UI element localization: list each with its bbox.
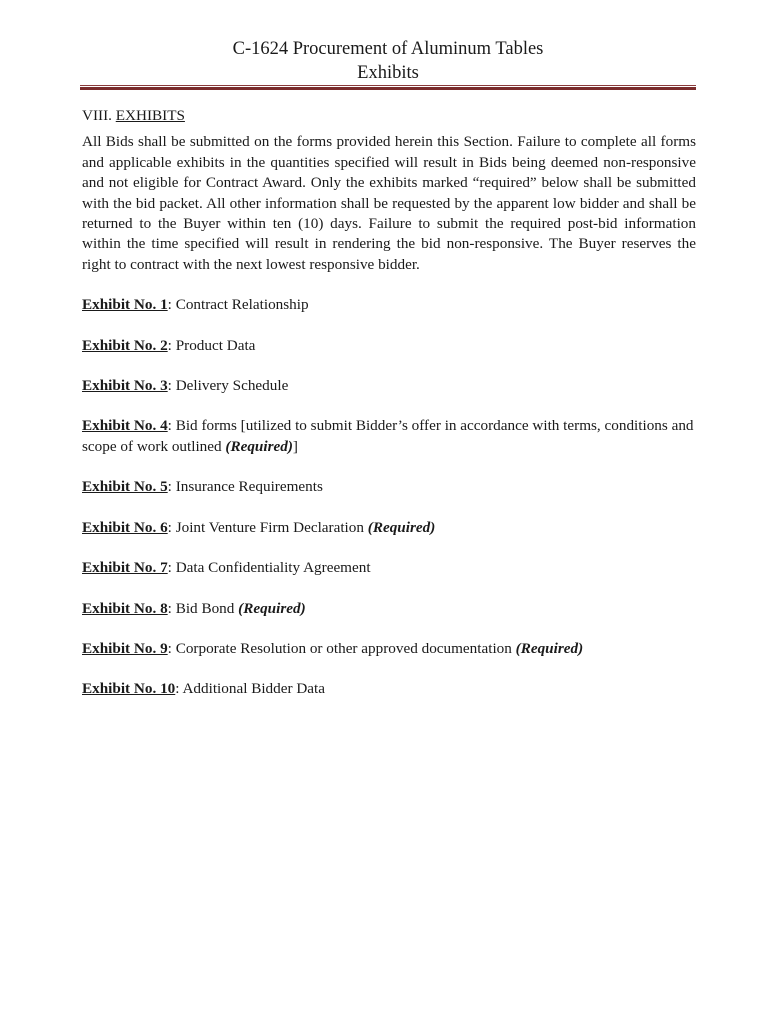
exhibit-label: Exhibit No. 5 <box>82 478 168 496</box>
exhibit-item <box>82 376 696 396</box>
exhibit-separator: : <box>175 680 183 698</box>
exhibit-label: Exhibit No. 4 <box>82 417 168 435</box>
header-divider-thick <box>80 87 696 90</box>
intro-paragraph: All Bids shall be submitted on the forms provided herein this Section. Failure to complete all forms and applicable exhibits in the quantities specified will result in Bids being deemed non-responsive and not eligible for Contract Award. Only the exhibits marked “required” below shall be submitted with the bid packet. All other information shall be requested by the apparent low bidder and shall be returned to the Buyer within ten (10) days. Failure to submit the required post-bid information within the time specified will result in rendering the bid non-responsive. The Buyer reserves the right to contract with the next lowest responsive bidder. <box>82 133 696 273</box>
exhibit-description: Bid Bond <box>175 599 239 617</box>
exhibit-separator: : <box>167 336 176 354</box>
exhibit-description: Bid forms [utilized to submit Bidder’s offer in accordance with terms, conditions and scope of work outlined <box>82 417 694 455</box>
exhibit-item <box>82 639 696 659</box>
exhibit-separator: : <box>167 377 176 395</box>
exhibit-separator: : <box>167 599 176 617</box>
exhibit-separator: : <box>167 296 176 314</box>
exhibit-description: Corporate Resolution or other approved documentation <box>175 639 516 657</box>
exhibit-item <box>82 599 696 619</box>
exhibit-description: Contract Relationship <box>175 296 309 314</box>
exhibit-item <box>82 416 696 457</box>
exhibit-label: Exhibit No. 10 <box>82 680 176 698</box>
exhibit-label: Exhibit No. 2 <box>82 336 168 354</box>
exhibit-description: Joint Venture Firm Declaration <box>175 518 368 536</box>
required-tag: (Required) <box>515 639 584 657</box>
document-body <box>82 106 696 720</box>
exhibit-description: Insurance Requirements <box>175 478 323 496</box>
exhibit-item <box>82 679 696 699</box>
exhibit-label: Exhibit No. 3 <box>82 377 168 395</box>
exhibit-description: Additional Bidder Data <box>182 680 326 698</box>
section-title: EXHIBITS <box>115 107 185 124</box>
exhibit-item <box>82 295 696 315</box>
exhibit-label: Exhibit No. 9 <box>82 639 168 657</box>
exhibit-description: Delivery Schedule <box>175 377 289 395</box>
exhibit-item <box>82 477 696 497</box>
required-tag: (Required) <box>367 518 436 536</box>
header-divider-thin <box>80 85 696 86</box>
page-header <box>80 37 696 85</box>
header-divider <box>80 85 696 90</box>
section-number: VIII. <box>82 107 112 124</box>
required-tag: (Required) <box>225 437 293 455</box>
exhibit-item <box>82 558 696 578</box>
exhibit-separator: : <box>167 478 176 496</box>
exhibit-separator: : <box>167 518 176 536</box>
exhibit-label: Exhibit No. 6 <box>82 518 168 536</box>
document-subtitle: Exhibits <box>357 63 419 83</box>
exhibit-label: Exhibit No. 8 <box>82 599 168 617</box>
exhibit-separator: : <box>167 559 176 577</box>
exhibit-suffix: ] <box>292 437 298 455</box>
document-title: C-1624 Procurement of Aluminum Tables <box>232 39 544 59</box>
exhibit-item <box>82 336 696 356</box>
exhibit-label: Exhibit No. 1 <box>82 296 168 314</box>
section-heading <box>82 106 696 126</box>
required-tag: (Required) <box>238 599 306 617</box>
exhibit-label: Exhibit No. 7 <box>82 559 168 577</box>
exhibit-description: Data Confidentiality Agreement <box>175 559 371 577</box>
exhibit-description: Product Data <box>175 336 256 354</box>
exhibit-item <box>82 518 696 538</box>
exhibit-separator: : <box>167 417 176 435</box>
exhibit-separator: : <box>167 639 176 657</box>
